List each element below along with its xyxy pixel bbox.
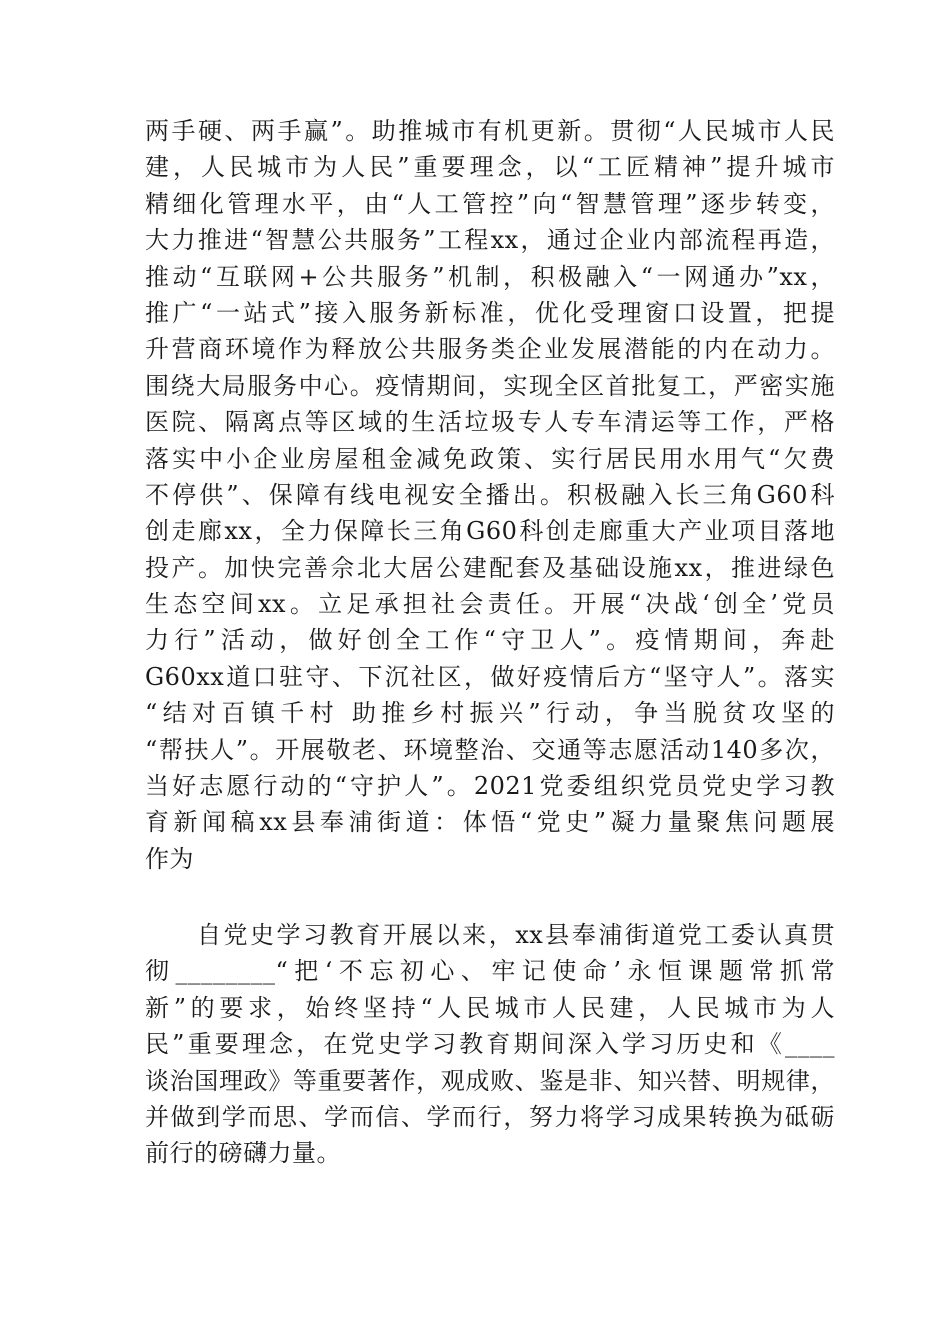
paragraph-line: 投产。加快完善佘北大居公建配套及基础设施xx，推进绿色 bbox=[145, 553, 835, 582]
paragraph-line: 民”重要理念，在党史学习教育期间深入学习历史和《____ bbox=[145, 1030, 835, 1059]
paragraph-line: “结对百镇千村 助推乡村振兴”行动，争当脱贫攻坚的 bbox=[145, 699, 835, 728]
paragraph-line: 升营商环境作为释放公共服务类企业发展潜能的内在动力。 bbox=[145, 335, 835, 364]
paragraph-line: 围绕大局服务中心。疫情期间，实现全区首批复工，严密实施 bbox=[145, 371, 835, 400]
paragraph-line: 落实中小企业房屋租金减免政策、实行居民用水用气“欠费 bbox=[145, 444, 835, 473]
paragraph-line: 并做到学而思、学而信、学而行，努力将学习成果转换为砥砺 bbox=[145, 1102, 835, 1131]
paragraph-line: 不停供”、保障有线电视安全播出。积极融入长三角G60科 bbox=[145, 480, 835, 509]
paragraph-line: 作为 bbox=[145, 844, 194, 873]
paragraph-line: 自党史学习教育开展以来，xx县奉浦街道党工委认真贯 bbox=[197, 921, 835, 949]
paragraph-line: 当好志愿行动的“守护人”。2021党委组织党员党史学习教 bbox=[145, 772, 835, 801]
paragraph-line: 谈治国理政》等重要著作，观成败、鉴是非、知兴替、明规律， bbox=[145, 1066, 835, 1095]
paragraph-line: 前行的磅礴力量。 bbox=[145, 1139, 341, 1168]
paragraph-line: 彻________“把‘不忘初心、牢记使命’永恒课题常抓常 bbox=[145, 957, 835, 986]
paragraph-line: 建，人民城市为人民”重要理念，以“工匠精神”提升城市 bbox=[145, 153, 835, 182]
paragraph-line: 创走廊xx，全力保障长三角G60科创走廊重大产业项目落地 bbox=[145, 517, 835, 546]
body-paragraph-2 bbox=[145, 917, 835, 1172]
body-paragraph-1 bbox=[145, 113, 835, 877]
paragraph-line: 推广“一站式”接入服务新标准，优化受理窗口设置，把提 bbox=[145, 298, 835, 327]
paragraph-line: 力行”活动，做好创全工作“守卫人”。疫情期间，奔赴 bbox=[145, 626, 835, 655]
paragraph-line: 精细化管理水平，由“人工管控”向“智慧管理”逐步转变， bbox=[145, 189, 835, 218]
paragraph-line: 生态空间xx。立足承担社会责任。开展“决战‘创全’党员 bbox=[145, 590, 835, 619]
paragraph-line: 医院、隔离点等区域的生活垃圾专人专车清运等工作，严格 bbox=[145, 408, 835, 437]
paragraph-line: 推动“互联网+公共服务”机制，积极融入“一网通办”xx， bbox=[145, 262, 835, 291]
paragraph-line: 两手硬、两手赢”。助推城市有机更新。贯彻“人民城市人民 bbox=[145, 117, 835, 145]
paragraph-line: G60xx道口驻守、下沉社区，做好疫情后方“坚守人”。落实 bbox=[145, 662, 835, 691]
paragraph-line: “帮扶人”。开展敬老、环境整治、交通等志愿活动140多次， bbox=[145, 735, 835, 764]
paragraph-line: 育新闻稿xx县奉浦街道：体悟“党史”凝力量聚焦问题展 bbox=[145, 808, 835, 837]
paragraph-line: 大力推进“智慧公共服务”工程xx，通过企业内部流程再造， bbox=[145, 226, 835, 255]
paragraph-line: 新”的要求，始终坚持“人民城市人民建，人民城市为人 bbox=[145, 993, 835, 1022]
